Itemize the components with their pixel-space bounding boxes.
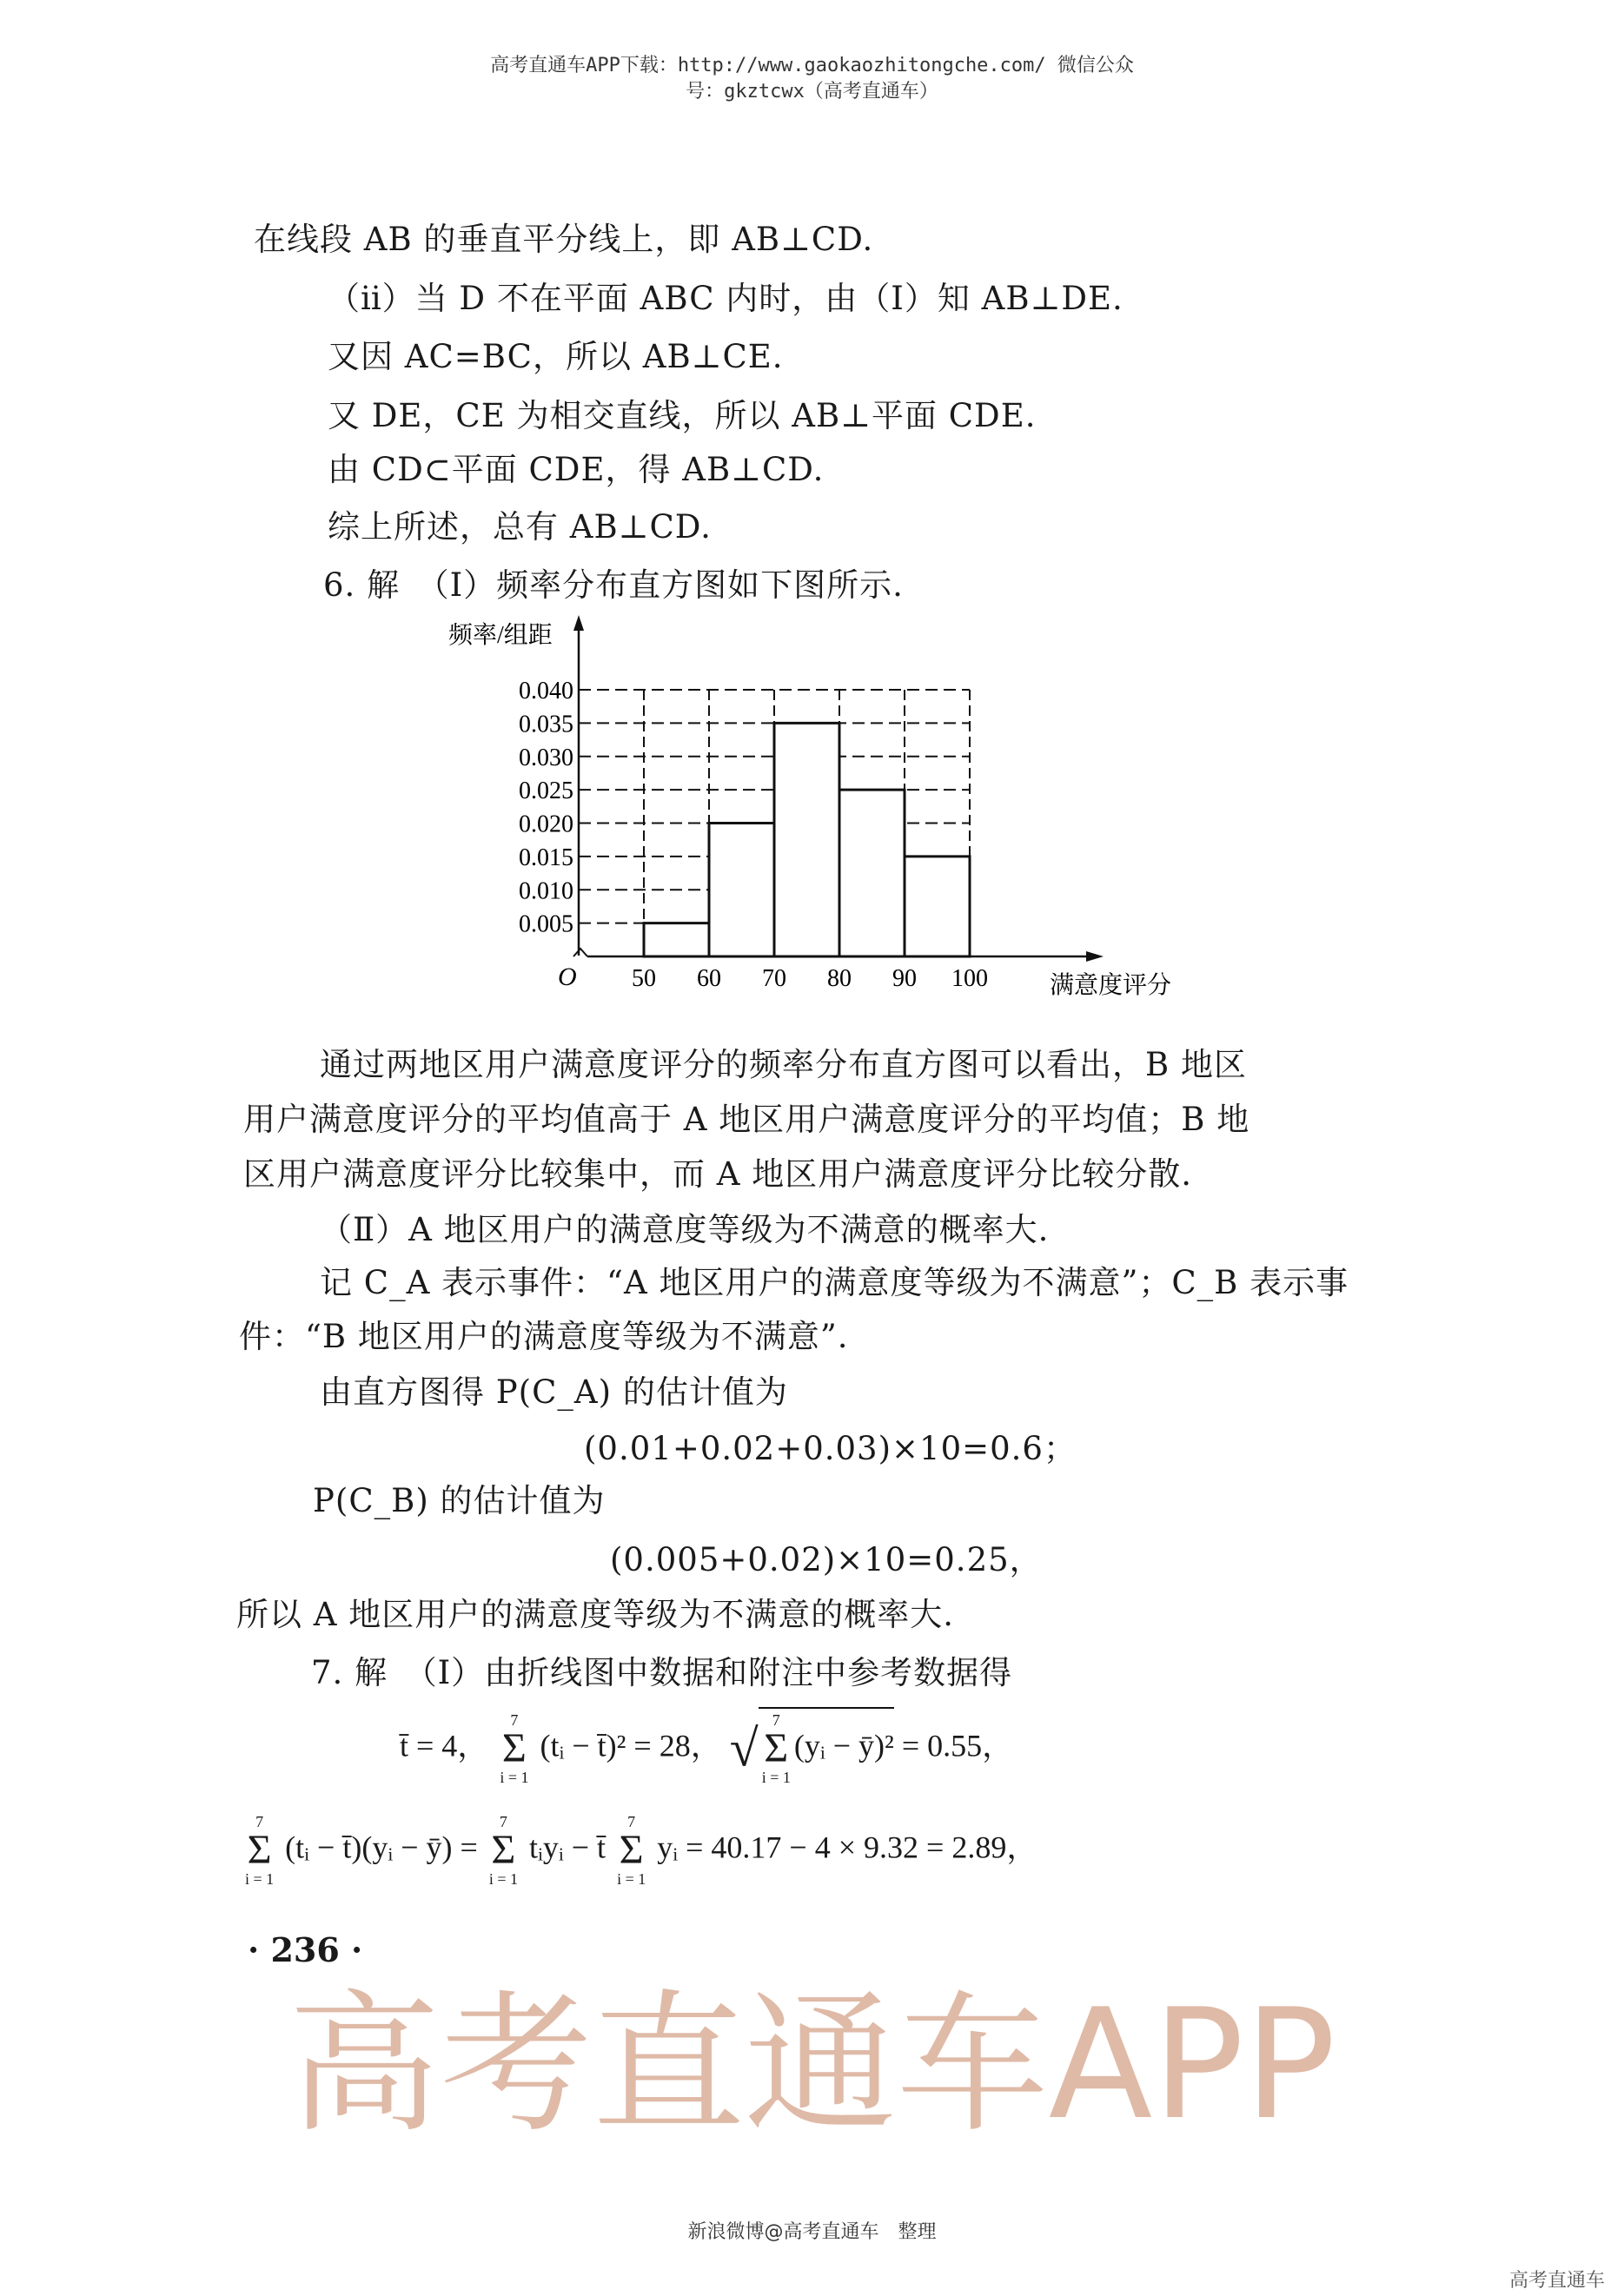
y-tick-label: 0.010 (519, 877, 573, 905)
watermark: 高考直通车APP (288, 1977, 1336, 2154)
paragraph-line: 区用户满意度评分比较集中，而 A 地区用户满意度评分比较分散. (243, 1155, 1193, 1193)
text-line: 又因 AC=BC，所以 AB⊥CE. (328, 338, 784, 375)
y-axis-arrow-icon (573, 615, 584, 631)
origin-label: O (558, 963, 577, 991)
formula-part: (tᵢ − t̄)(yᵢ − ȳ) = (285, 1830, 486, 1865)
x-tick-label: 100 (951, 965, 988, 992)
x-tick-label: 50 (632, 965, 656, 992)
paragraph-line: 用户满意度评分的平均值高于 A 地区用户满意度评分的平均值；B 地 (243, 1101, 1250, 1138)
formula-2 (242, 1814, 1037, 1887)
formula-part: tᵢyᵢ − t̄ (528, 1830, 607, 1865)
footer: 新浪微博@高考直通车 整理 (687, 2221, 937, 2243)
text-line: （ⅱ）当 D 不在平面 ABC 内时，由（Ⅰ）知 AB⊥DE. (328, 280, 1124, 317)
formula-part: = 0.55， (893, 1728, 1014, 1763)
text-line: 由 CD⊂平面 CDE，得 AB⊥CD. (328, 451, 825, 488)
histogram-chart (434, 608, 1216, 1025)
sigma-icon: 7 Σ i = 1 (617, 1813, 646, 1888)
paragraph-line: 由直方图得 P(C_A) 的估计值为 (320, 1373, 788, 1411)
text-line: 在线段 AB 的垂直平分线上，即 AB⊥CD. (254, 221, 874, 258)
paragraph-line: 记 C_A 表示事件：“A 地区用户的满意度等级为不满意”；C_B 表示事 (320, 1264, 1349, 1301)
histogram-bar (839, 790, 905, 956)
formula-part: yᵢ = 40.17 − 4 × 9.32 = 2.89， (657, 1830, 1038, 1865)
formula-1 (400, 1707, 1013, 1785)
paragraph-line: 通过两地区用户满意度评分的频率分布直方图可以看出，B 地区 (320, 1046, 1247, 1083)
x-tick-label: 80 (827, 965, 852, 992)
sigma-icon: 7 Σ i = 1 (488, 1813, 518, 1888)
y-tick-label: 0.035 (519, 711, 573, 738)
paragraph-line: 件：“B 地区用户的满意度等级为不满意”. (239, 1318, 849, 1355)
histogram-bar (774, 723, 839, 956)
x-axis-arrow-icon (1086, 951, 1104, 962)
section-heading: 7. 解 （Ⅰ）由折线图中数据和附注中参考数据得 (311, 1654, 1013, 1691)
text-line: 又 DE，CE 为相交直线，所以 AB⊥平面 CDE. (328, 397, 1037, 434)
histogram-bar (905, 857, 970, 956)
header-line-1: 高考直通车APP下载：http://www.gaokaozhitongche.com/ 微信公众 (490, 55, 1134, 76)
y-tick-label: 0.025 (519, 777, 573, 805)
sqrt-icon: √ (729, 1719, 759, 1777)
sigma-icon: 7 Σ i = 1 (761, 1711, 791, 1786)
corner-watermark: 高考直通车 (1508, 2270, 1605, 2292)
paragraph-line: （Ⅱ）A 地区用户的满意度等级为不满意的概率大. (320, 1211, 1050, 1248)
header-line-2: 号：gkztcwx（高考直通车） (686, 81, 938, 103)
x-axis-label: 满意度评分 (1050, 972, 1172, 999)
y-axis-label: 频率/组距 (448, 622, 553, 649)
x-tick-label: 70 (762, 965, 786, 992)
histogram-bar (709, 824, 774, 957)
axis-break-icon (573, 949, 587, 956)
page-number: · 236 · (248, 1930, 363, 1969)
text-line: 综上所述，总有 AB⊥CD. (328, 508, 712, 546)
y-tick-label: 0.015 (519, 844, 573, 871)
y-tick-label: 0.040 (519, 678, 573, 705)
paragraph-line: 所以 A 地区用户的满意度等级为不满意的概率大. (236, 1596, 955, 1633)
y-tick-label: 0.020 (519, 811, 573, 838)
sigma-icon: 7 Σ i = 1 (245, 1813, 275, 1888)
sigma-icon: 7 Σ i = 1 (500, 1711, 529, 1786)
section-heading: 6. 解 （Ⅰ）频率分布直方图如下图所示. (323, 566, 904, 604)
formula-part: (tᵢ − t̄)² = 28， (540, 1728, 722, 1763)
formula-part: (yᵢ − ȳ)² (793, 1728, 894, 1763)
histogram-bar (644, 923, 709, 956)
equation-line: (0.01+0.02+0.03)×10=0.6； (584, 1430, 1077, 1467)
equation-line: (0.005+0.02)×10=0.25， (610, 1541, 1043, 1578)
x-tick-label: 90 (892, 965, 917, 992)
paragraph-line: P(C_B) 的估计值为 (313, 1482, 606, 1519)
formula-part: t̄ = 4， (400, 1728, 489, 1763)
y-tick-label: 0.005 (519, 910, 573, 938)
x-tick-label: 60 (697, 965, 721, 992)
y-tick-label: 0.030 (519, 744, 573, 771)
